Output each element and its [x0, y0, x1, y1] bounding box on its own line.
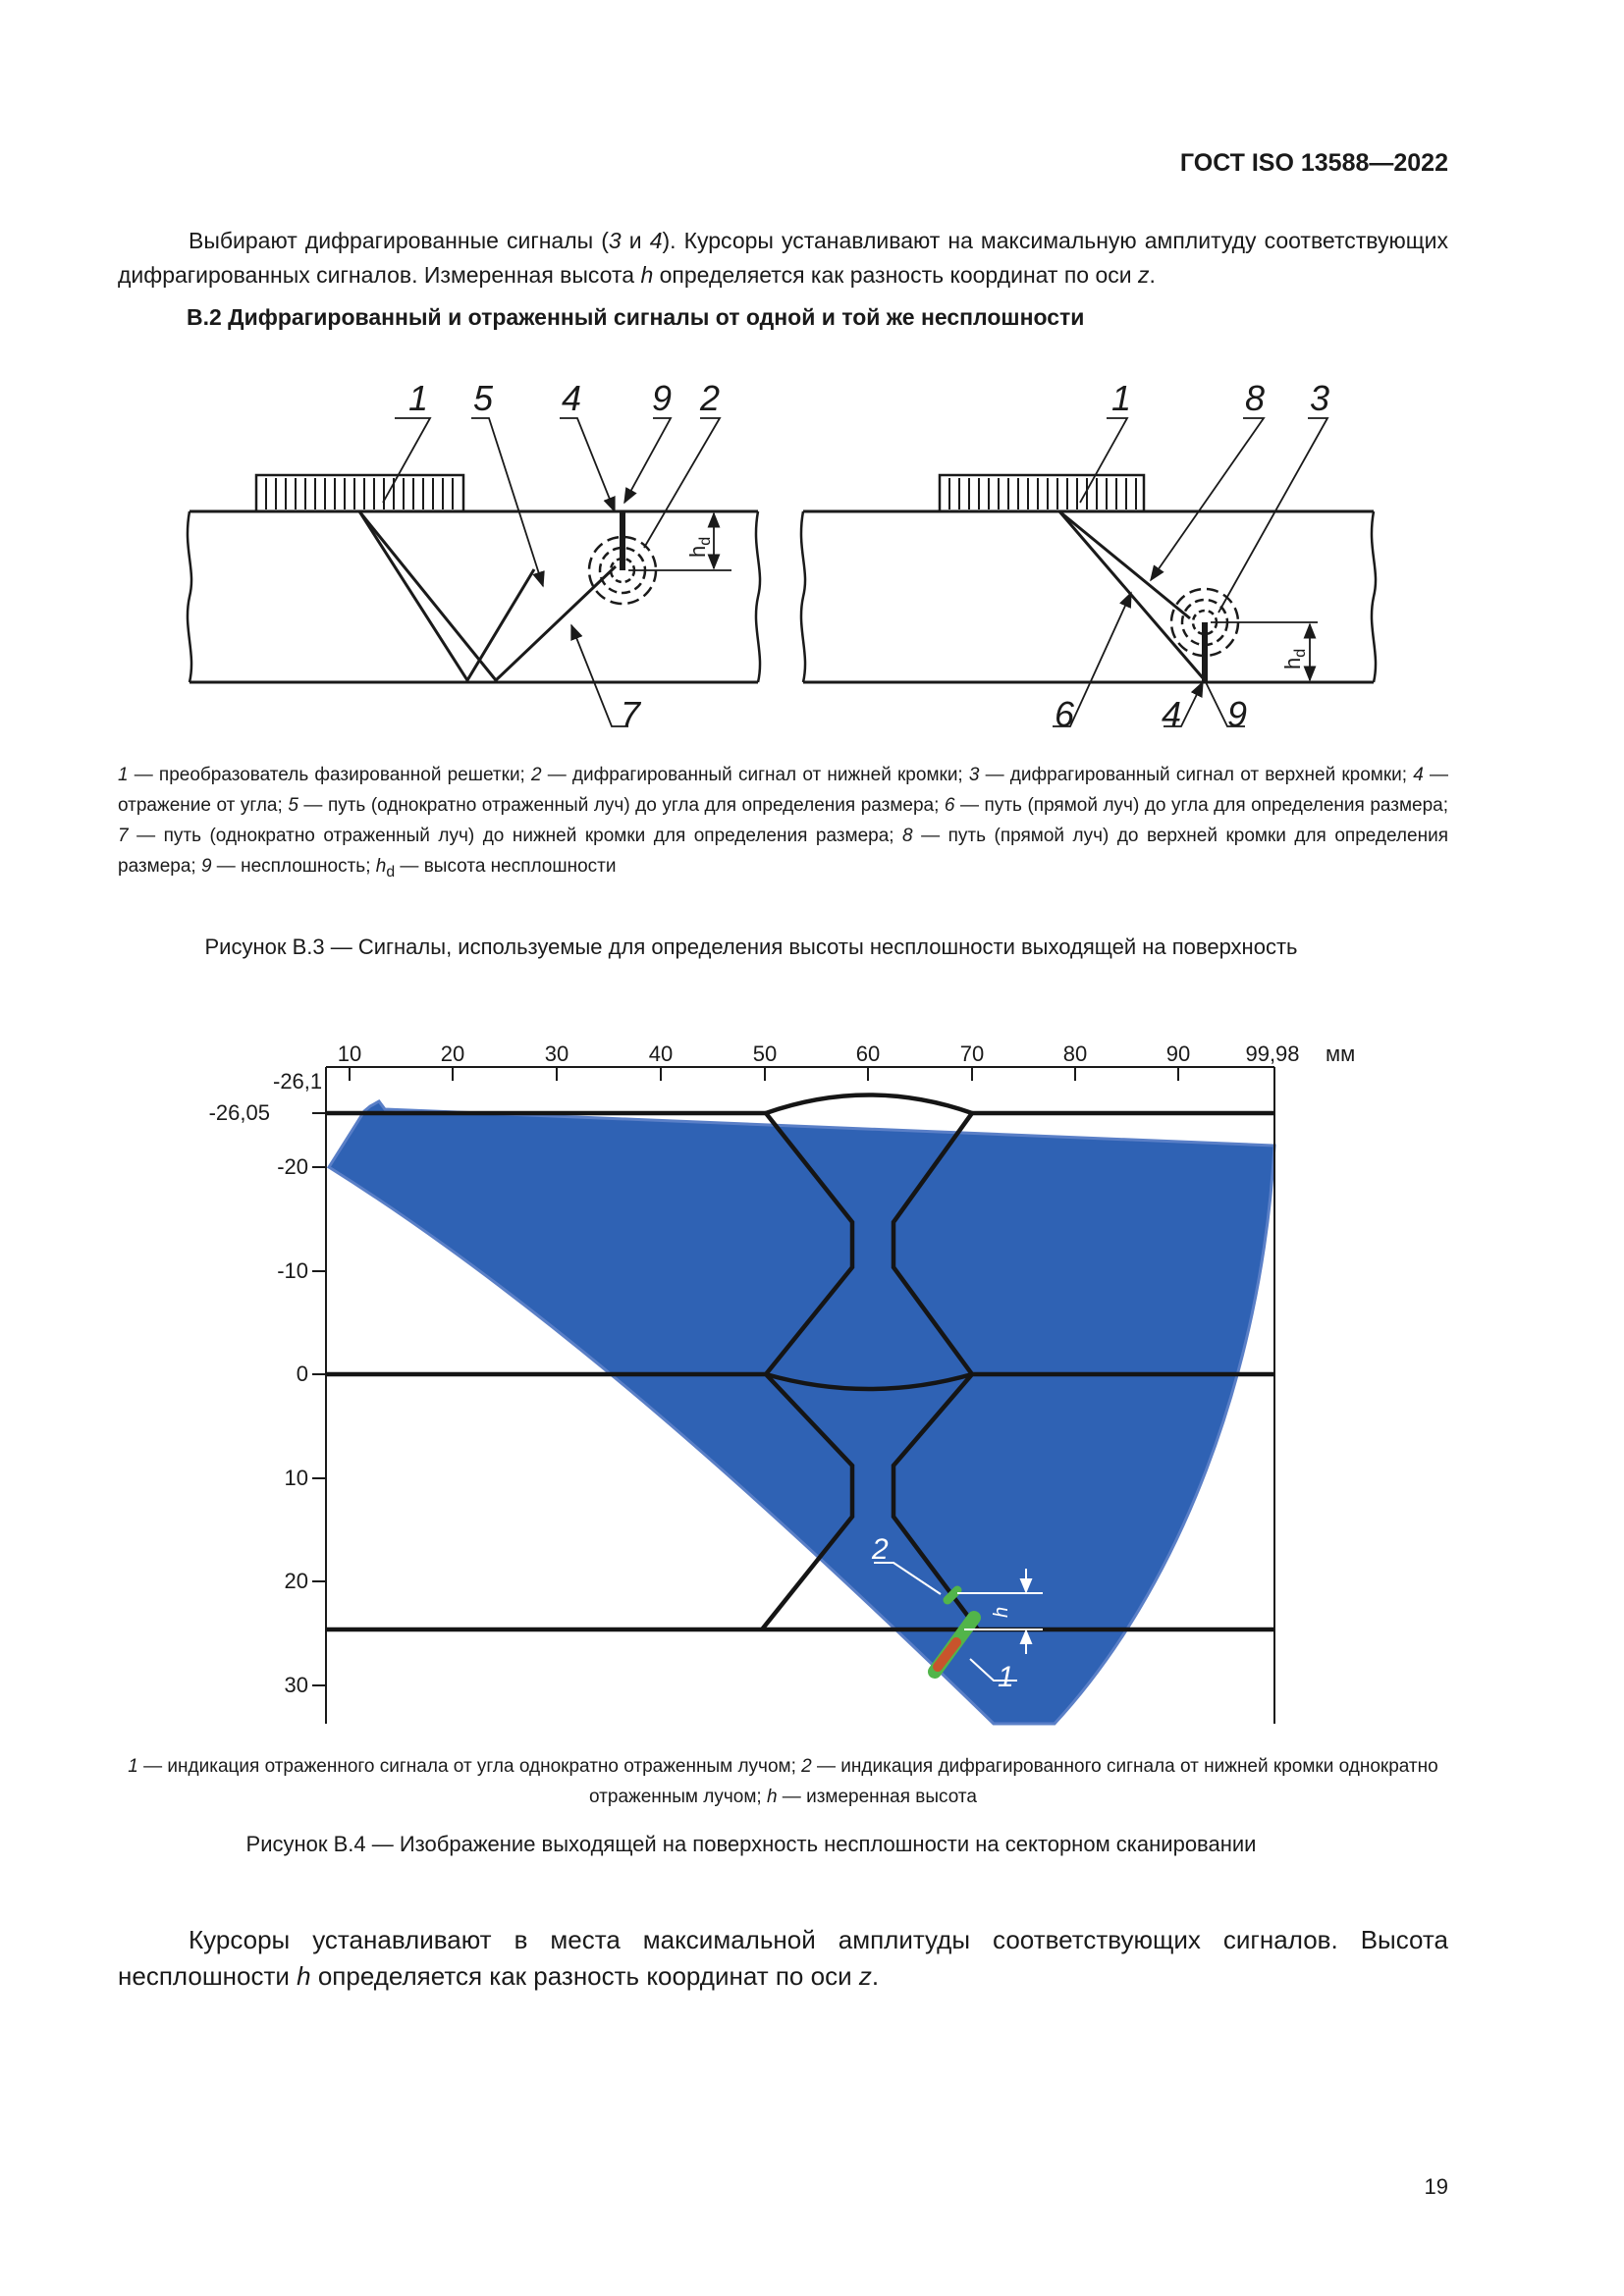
label-signal-1: 1 [998, 1661, 1014, 1693]
left-label-7: 7 [621, 694, 641, 734]
y-tick-top: -26,05 [208, 1100, 270, 1125]
right-label-3: 3 [1310, 378, 1330, 418]
h-label: h [991, 1606, 1012, 1618]
section-heading: B.2 Дифрагированный и отраженный сигналы от одной и той же несплошности [187, 304, 1085, 330]
x-tick-10: 10 [337, 1041, 362, 1066]
x-unit: мм [1326, 1041, 1356, 1066]
page-number: 19 [1424, 2174, 1448, 2199]
closing-paragraph: Курсоры устанавливают в места максимальной амплитуды соответствующих сигналов. Высота несплошности h определяется как разность координат по оси z. [118, 1925, 1448, 1991]
right-label-1: 1 [1111, 378, 1132, 418]
x-tick-40: 40 [648, 1041, 674, 1066]
y-tick-30: 30 [284, 1673, 308, 1697]
x-tick-80: 80 [1062, 1041, 1088, 1066]
label-signal-2: 2 [872, 1533, 889, 1566]
right-label-8: 8 [1245, 378, 1266, 418]
figure-b3-legend: 1 — преобразователь фазированной решетки; 2 — дифрагированный сигнал от нижней кромки; 3 — дифрагированный сигнал от верхней кромки; 4 — отражение от угла; 5 — путь (однократно отраженный луч) до угла для определения размера; 6 — путь (прямой луч) до угла для определения размера; 7 — путь (однократно отраженный луч) до нижней кромки для определения размера; 8 — путь (прямой луч) до верхней кромки для определения размера; 9 — несплошность; $h_d$ — высота несплошности [118, 765, 1449, 881]
right-hd-label: $h_d$ [1280, 648, 1309, 669]
y-tick-minus20: -20 [277, 1154, 308, 1179]
right-label-9: 9 [1227, 694, 1248, 734]
left-label-9: 9 [652, 378, 673, 418]
left-label-2: 2 [700, 378, 721, 418]
left-hd-label: $h_d$ [685, 536, 714, 558]
x-tick-30: 30 [544, 1041, 569, 1066]
left-label-4: 4 [562, 378, 582, 418]
y-tick-0: 0 [296, 1362, 308, 1386]
y-tick-minus10: -10 [277, 1258, 308, 1283]
x-tick-70: 70 [959, 1041, 985, 1066]
figure-b3-caption: Рисунок B.3 — Сигналы, используемые для определения высоты несплошности выходящей на поверхность [204, 934, 1298, 959]
right-label-6: 6 [1055, 694, 1075, 734]
document-header: ГОСТ ISO 13588—2022 [1179, 149, 1448, 177]
y-tick-10: 10 [284, 1466, 308, 1490]
x-tick-20: 20 [440, 1041, 465, 1066]
x-tick-50: 50 [752, 1041, 778, 1066]
x-tick-60: 60 [855, 1041, 881, 1066]
left-label-1: 1 [408, 378, 429, 418]
x-tick-90: 90 [1165, 1041, 1191, 1066]
figure-b4-caption: Рисунок B.4 — Изображение выходящей на поверхность несплошности на секторном сканировании [245, 1832, 1257, 1856]
figure-b4-legend: 1 — индикация отраженного сигнала от угла однократно отраженным лучом; 2 — индикация дифрагированного сигнала от нижней кромки однократно отраженным лучом; h — измеренная высота [128, 1756, 1438, 1807]
intro-paragraph: Выбирают дифрагированные сигналы (3 и 4). Курсоры устанавливают на максимальную амплитуду соответствующих дифрагированных сигналов. Измеренная высота h определяется как разность координат по оси z. [118, 228, 1448, 288]
x-tick-end: 99,98 [1245, 1041, 1300, 1066]
right-label-4: 4 [1162, 694, 1182, 734]
y-tick-20: 20 [284, 1569, 308, 1593]
left-label-5: 5 [473, 378, 494, 418]
x-start-label: -26,1 [273, 1069, 323, 1094]
